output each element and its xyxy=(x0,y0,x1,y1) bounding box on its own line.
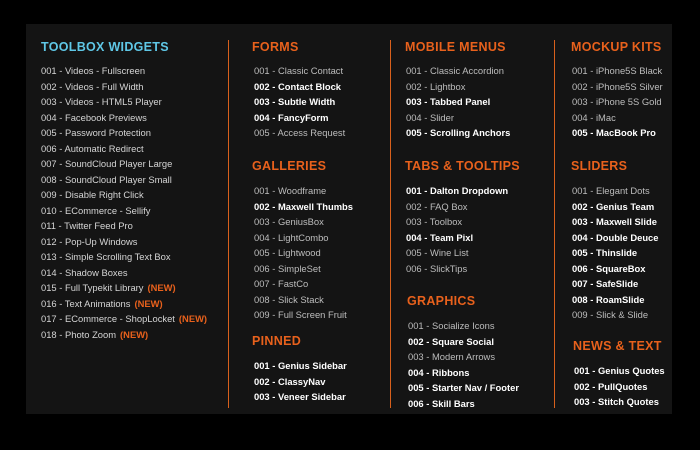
list-item[interactable]: 009 - Disable Right Click xyxy=(41,189,144,200)
pinned-heading: PINNED xyxy=(252,334,302,348)
list-item[interactable]: 003 - iPhone 5S Gold xyxy=(572,96,662,107)
list-item[interactable]: 004 - LightCombo xyxy=(254,231,329,243)
list-item[interactable]: 006 - SimpleSet xyxy=(254,262,321,274)
news-text-list xyxy=(574,363,665,410)
list-item[interactable]: 004 - Double Deuce xyxy=(572,231,659,243)
list-item[interactable]: 005 - Access Request xyxy=(254,127,346,138)
list-item[interactable]: 007 - SoundCloud Player Large xyxy=(41,158,173,169)
list-item[interactable]: 001 - Classic Accordion xyxy=(406,65,504,76)
graphics-list xyxy=(408,318,519,411)
list-item[interactable]: 008 - RoamSlide xyxy=(572,293,645,305)
list-item[interactable]: 001 - Videos - Fullscreen xyxy=(41,65,146,76)
list-item[interactable]: 017 - ECommerce - ShopLocket (NEW) xyxy=(41,313,208,324)
list-item[interactable]: 003 - Stitch Quotes xyxy=(574,396,659,407)
list-item[interactable]: 002 - Contact Block xyxy=(254,80,342,92)
pinned-list xyxy=(254,358,347,405)
column-divider xyxy=(554,40,555,408)
list-item[interactable]: 004 - iMac xyxy=(572,111,616,123)
list-item[interactable]: 018 - Photo Zoom (NEW) xyxy=(41,328,149,340)
list-item[interactable]: 004 - Slider xyxy=(406,111,454,123)
list-item[interactable]: 008 - SoundCloud Player Small xyxy=(41,173,172,185)
list-item[interactable]: 003 - Subtle Width xyxy=(254,96,336,107)
list-item[interactable]: 003 - GeniusBox xyxy=(254,216,324,227)
new-badge: (NEW) xyxy=(147,282,176,293)
list-item[interactable]: 001 - Genius Quotes xyxy=(574,365,665,376)
mobile-menus-heading: MOBILE MENUS xyxy=(405,40,506,54)
list-item[interactable]: 001 - iPhone5S Black xyxy=(572,65,663,76)
list-item[interactable]: 009 - Slick & Slide xyxy=(572,309,649,320)
list-item[interactable]: 006 - SquareBox xyxy=(572,262,646,274)
tabs-tooltips-list xyxy=(406,183,508,276)
list-item[interactable]: 002 - iPhone5S Silver xyxy=(572,80,663,92)
list-item[interactable]: 004 - FancyForm xyxy=(254,111,329,123)
list-item[interactable]: 003 - Tabbed Panel xyxy=(406,96,491,107)
list-item[interactable]: 003 - Videos - HTML5 Player xyxy=(41,96,162,107)
list-item[interactable]: 015 - Full Typekit Library (NEW) xyxy=(41,282,176,293)
new-badge: (NEW) xyxy=(178,313,208,324)
list-item[interactable]: 005 - Thinslide xyxy=(572,247,638,258)
list-item[interactable]: 007 - FastCo xyxy=(254,278,309,289)
list-item[interactable]: 005 - MacBook Pro xyxy=(572,127,656,138)
list-item[interactable]: 005 - Password Protection xyxy=(41,127,151,138)
list-item[interactable]: 016 - Text Animations (NEW) xyxy=(41,297,163,309)
list-item[interactable]: 005 - Scrolling Anchors xyxy=(406,127,511,138)
list-item[interactable]: 013 - Simple Scrolling Text Box xyxy=(41,251,171,262)
tabs-tooltips-heading: TABS & TOOLTIPS xyxy=(405,159,520,173)
list-item[interactable]: 009 - Full Screen Fruit xyxy=(254,309,347,320)
list-item[interactable]: 004 - Facebook Previews xyxy=(41,111,147,123)
widget-catalog-panel xyxy=(26,24,672,414)
list-item[interactable]: 001 - Dalton Dropdown xyxy=(406,185,509,196)
list-item[interactable]: 012 - Pop-Up Windows xyxy=(41,235,138,247)
sliders-list xyxy=(572,183,659,323)
toolbox-widgets-list xyxy=(41,63,207,342)
toolbox-widgets-heading: TOOLBOX WIDGETS xyxy=(41,40,169,54)
list-item[interactable]: 002 - Videos - Full Width xyxy=(41,80,144,92)
column-divider xyxy=(390,40,391,408)
list-item[interactable]: 005 - Lightwood xyxy=(254,247,321,258)
list-item[interactable]: 011 - Twitter Feed Pro xyxy=(41,220,133,231)
mockup-kits-list xyxy=(572,63,663,141)
list-item[interactable]: 003 - Veneer Sidebar xyxy=(254,391,346,402)
list-item[interactable]: 006 - Automatic Redirect xyxy=(41,142,144,154)
list-item[interactable]: 001 - Woodframe xyxy=(254,185,327,196)
list-item[interactable]: 010 - ECommerce - Sellify xyxy=(41,204,151,216)
list-item[interactable]: 002 - Square Social xyxy=(408,335,494,347)
list-item[interactable]: 003 - Toolbox xyxy=(406,216,463,227)
list-item[interactable]: 006 - Skill Bars xyxy=(408,397,475,409)
list-item[interactable]: 003 - Maxwell Slide xyxy=(572,216,657,227)
galleries-list xyxy=(254,183,353,323)
list-item[interactable]: 005 - Starter Nav / Footer xyxy=(408,382,519,393)
mobile-menus-list xyxy=(406,63,510,141)
list-item[interactable]: 004 - Ribbons xyxy=(408,366,470,378)
list-item[interactable]: 001 - Socialize Icons xyxy=(408,320,495,331)
list-item[interactable]: 002 - Lightbox xyxy=(406,80,466,92)
list-item[interactable]: 002 - Genius Team xyxy=(572,200,655,212)
mockup-kits-heading: MOCKUP KITS xyxy=(571,40,662,54)
column-divider xyxy=(228,40,229,408)
list-item[interactable]: 001 - Classic Contact xyxy=(254,65,344,76)
list-item[interactable]: 002 - Maxwell Thumbs xyxy=(254,200,353,212)
list-item[interactable]: 002 - PullQuotes xyxy=(574,380,648,392)
galleries-heading: GALLERIES xyxy=(252,159,327,173)
list-item[interactable]: 006 - SlickTips xyxy=(406,262,468,274)
new-badge: (NEW) xyxy=(120,328,149,340)
graphics-heading: GRAPHICS xyxy=(407,294,476,308)
new-badge: (NEW) xyxy=(134,297,163,309)
news-text-heading: NEWS & TEXT xyxy=(573,339,662,353)
list-item[interactable]: 001 - Elegant Dots xyxy=(572,185,650,196)
list-item[interactable]: 004 - Team Pixl xyxy=(406,231,474,243)
list-item[interactable]: 001 - Genius Sidebar xyxy=(254,360,347,371)
sliders-heading: SLIDERS xyxy=(571,159,628,173)
list-item[interactable]: 002 - FAQ Box xyxy=(406,200,468,212)
list-item[interactable]: 014 - Shadow Boxes xyxy=(41,266,128,278)
list-item[interactable]: 003 - Modern Arrows xyxy=(408,351,496,362)
list-item[interactable]: 005 - Wine List xyxy=(406,247,469,258)
list-item[interactable]: 007 - SafeSlide xyxy=(572,278,639,289)
list-item[interactable]: 002 - ClassyNav xyxy=(254,375,326,387)
list-item[interactable]: 008 - Slick Stack xyxy=(254,293,324,305)
forms-list xyxy=(254,63,345,141)
forms-heading: FORMS xyxy=(252,40,299,54)
